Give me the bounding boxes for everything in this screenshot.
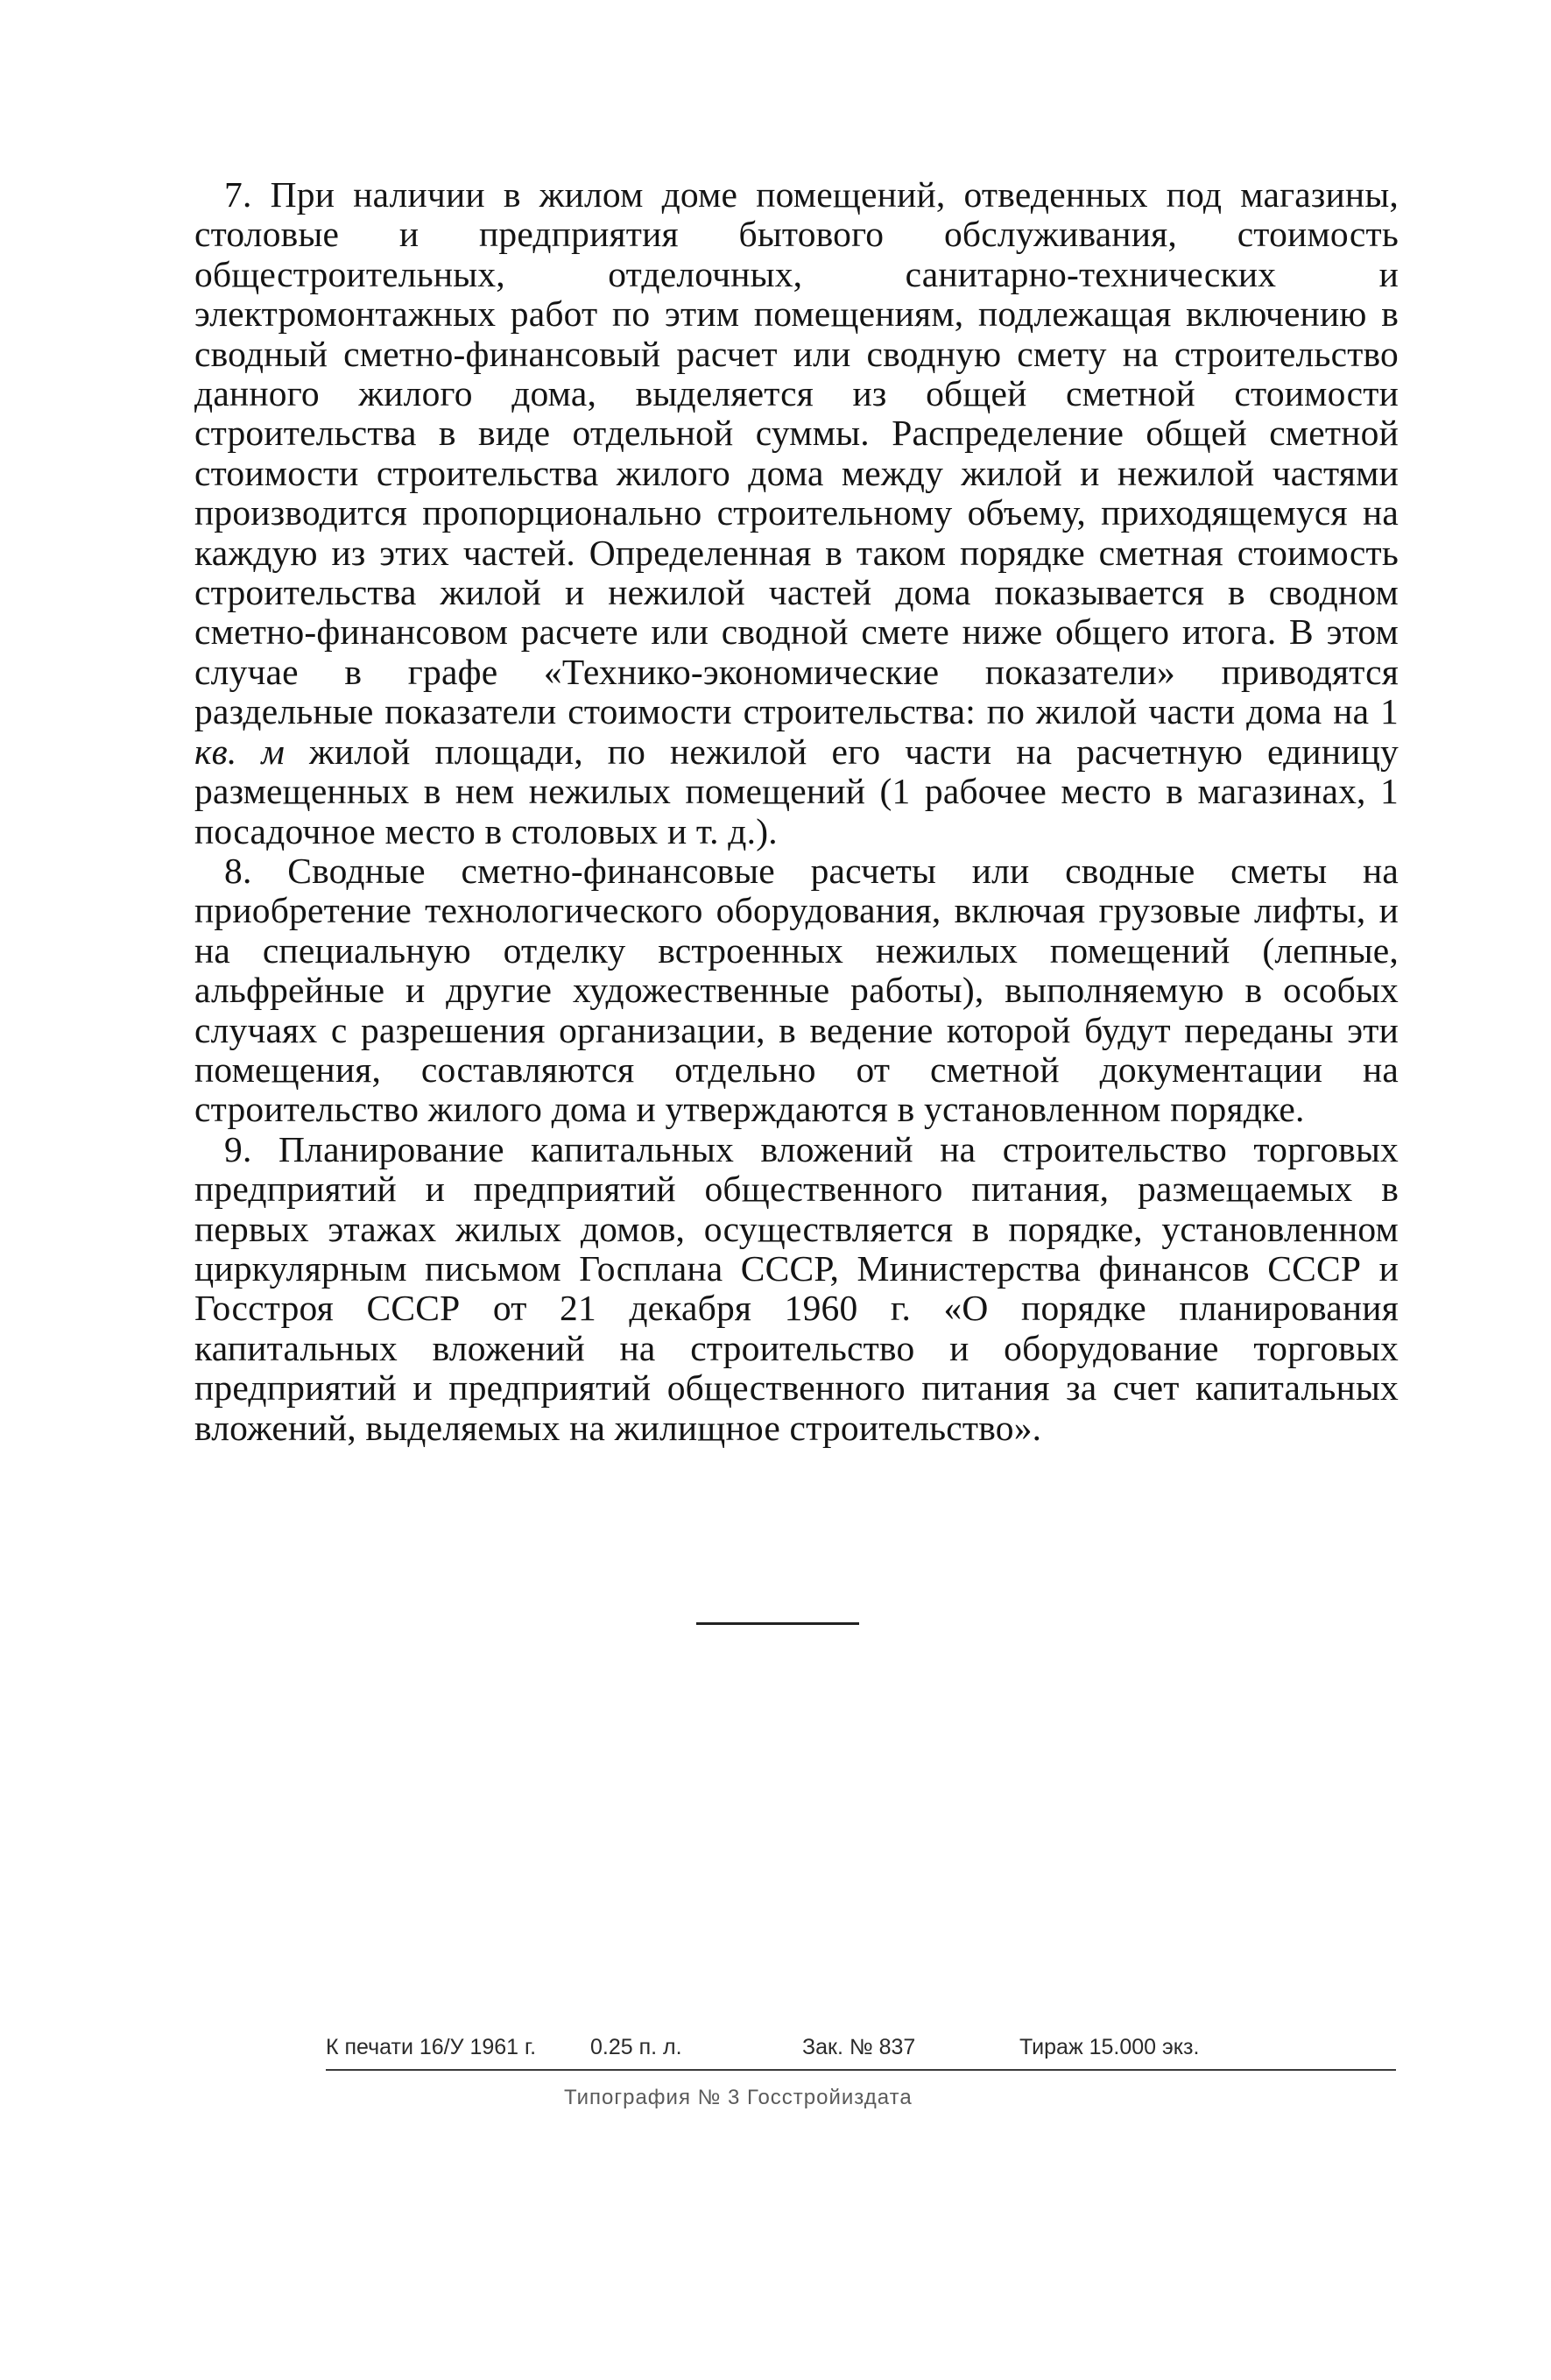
- imprint-print-date: К печати 16/У 1961 г.: [326, 2035, 537, 2059]
- imprint-order-number: Зак. № 837: [802, 2035, 916, 2059]
- section-separator: [696, 1622, 859, 1625]
- paragraph-number: 7.: [224, 174, 252, 215]
- paragraph-7: [194, 175, 1399, 851]
- imprint-row: [326, 2034, 1396, 2066]
- unit-italic: кв. м: [194, 731, 286, 772]
- imprint-sheets: 0.25 п. л.: [590, 2035, 682, 2059]
- imprint-rule: [326, 2069, 1396, 2071]
- paragraph-number: 8.: [224, 850, 252, 891]
- imprint-printer: Типография № 3 Госстройиздата: [564, 2086, 913, 2109]
- paragraph-text: При наличии в жилом доме помещений, отведенных под магазины, столовые и предприятия бытового обслуживания, стоимость общестроительных, отделочных, санитарно-технических и электромонтажных работ по этим помещениям, подлежащая включению в сводный сметно-финансовый расчет или сводную смету на строительство данного жилого дома, выделяется из общей сметной стоимости строительства в виде отдельной суммы. Распределение общей сметной стоимости строительства жилого дома между жилой и нежилой частями производится пропорционально строительному объему, приходящемуся на каждую из этих частей. Определенная в таком порядке сметная стоимость строительства жилой и нежилой частей дома показывается в сводном сметно-финансовом расчете или сводной смете ниже общего итога. В этом случае в графе «Технико-экономические показатели» приводятся раздельные показатели стоимости строительства: по жилой части дома на 1: [194, 174, 1399, 732]
- paragraph-number: 9.: [224, 1128, 252, 1169]
- paragraph-text: Сводные сметно-финансовые расчеты или сводные сметы на приобретение технологического оборудования, включая грузовые лифты, и на специальную отделку встроенных нежилых помещений (лепные, альфрейные и другие художественные работы), выполняемую в особых случаях с разрешения организации, в ведение которой будут переданы эти помещения, составляются отдельно от сметной документации на строительство жилого дома и утверждаются в установленном порядке.: [194, 850, 1399, 1130]
- paragraph-text: жилой площади, по нежилой его части на расчетную единицу размещенных в нем нежилых помещений (1 рабочее место в магазинах, 1 посадочное место в столовых и т. д.).: [194, 731, 1399, 851]
- paragraph-9: [194, 1130, 1399, 1448]
- imprint-print-run: Тираж 15.000 экз.: [1019, 2035, 1200, 2059]
- body-text: [194, 175, 1399, 1448]
- paragraph-text: Планирование капитальных вложений на строительство торговых предприятий и предприятий общественного питания, размещаемых в первых этажах жилых домов, осуществляется в порядке, установленном циркулярным письмом Госплана СССР, Министерства финансов СССР и Госстроя СССР от 21 декабря 1960 г. «О порядке планирования капитальных вложений на строительство и оборудование торговых предприятий и предприятий общественного питания за счет капитальных вложений, выделяемых на жилищное строительство».: [194, 1128, 1399, 1448]
- paragraph-8: [194, 851, 1399, 1130]
